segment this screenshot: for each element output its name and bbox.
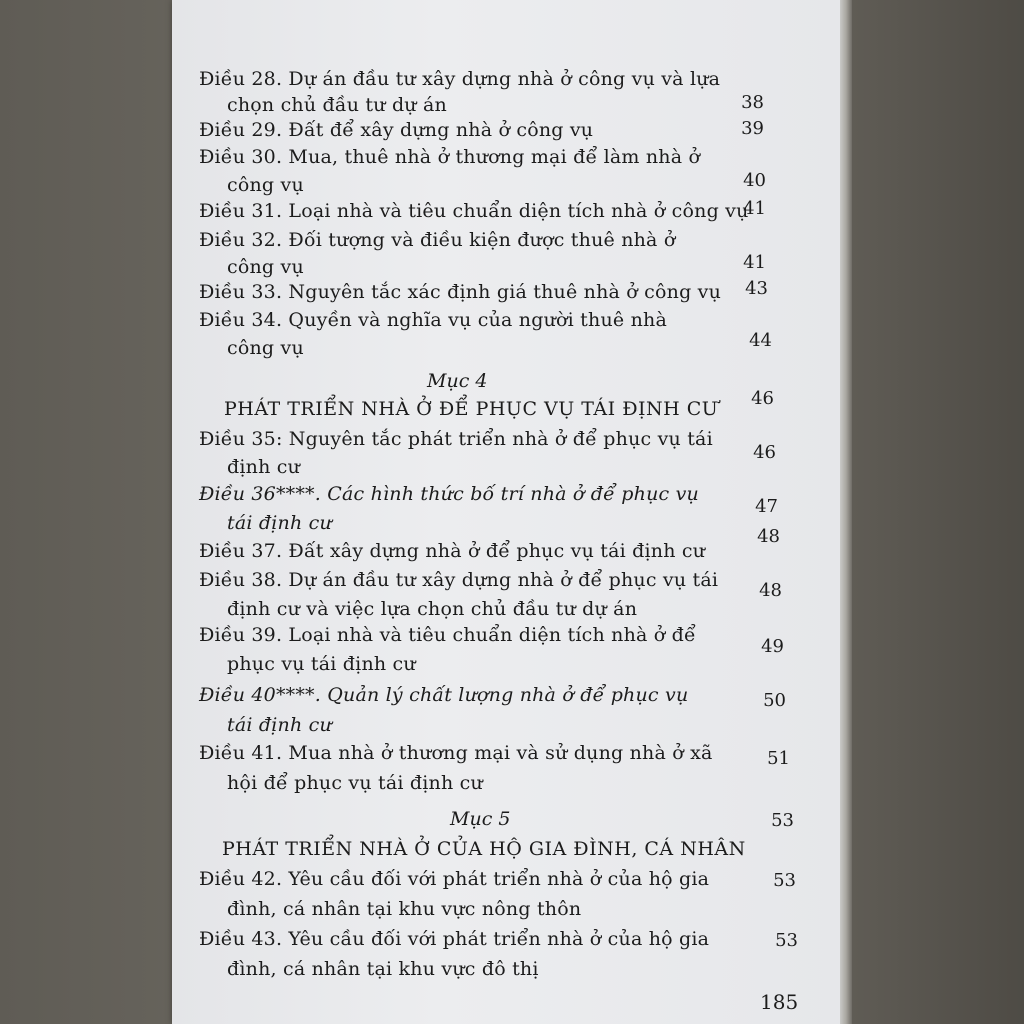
toc-entry-29-line1: Điều 29. Đất để xây dựng nhà ở công vụ — [199, 119, 594, 141]
section-4-title: PHÁT TRIỂN NHÀ Ở ĐỂ PHỤC VỤ TÁI ĐỊNH CƯ — [224, 398, 719, 420]
toc-entry-39-page: 49 — [761, 636, 784, 657]
toc-entry-35-line2: định cư — [227, 456, 301, 478]
toc-entry-38-line2: định cư và việc lựa chọn chủ đầu tư dự án — [227, 598, 638, 620]
section-5-title: PHÁT TRIỂN NHÀ Ở CỦA HỘ GIA ĐÌNH, CÁ NHÂN — [222, 838, 746, 860]
toc-entry-36-page: 47 — [755, 496, 778, 517]
toc-entry-34-line2: công vụ — [227, 337, 304, 359]
toc-entry-38-line1: Điều 38. Dự án đầu tư xây dựng nhà ở để phục vụ tái — [199, 569, 719, 591]
toc-entry-32-page: 41 — [743, 252, 766, 273]
toc-entry-43-line1: Điều 43. Yêu cầu đối với phát triển nhà ở của hộ gia — [199, 928, 710, 950]
toc-entry-41-page: 51 — [767, 748, 790, 769]
toc-entry-34-page: 44 — [749, 330, 772, 351]
section-4-label: Mục 4 — [427, 370, 488, 392]
toc-entry-42-line1: Điều 42. Yêu cầu đối với phát triển nhà ở của hộ gia — [199, 868, 710, 890]
toc-entry-32-line2: công vụ — [227, 256, 304, 278]
page-stack-edge — [840, 0, 852, 1024]
toc-entry-39-line2: phục vụ tái định cư — [227, 653, 416, 675]
toc-entry-33-line1: Điều 33. Nguyên tắc xác định giá thuê nhà ở công vụ — [199, 281, 722, 303]
toc-entry-40-line2: tái định cư — [227, 714, 332, 736]
toc-entry-28-line1: Điều 28. Dự án đầu tư xây dựng nhà ở công vụ và lựa — [199, 68, 721, 90]
toc-entry-34-line1: Điều 34. Quyền và nghĩa vụ của người thuê nhà — [199, 309, 667, 331]
toc-entry-28-line2: chọn chủ đầu tư dự án — [227, 94, 447, 116]
toc-entry-40-line1: Điều 40****. Quản lý chất lượng nhà ở để phục vụ — [199, 684, 689, 706]
toc-entry-30-page: 40 — [743, 170, 766, 191]
toc-entry-36-line2: tái định cư — [227, 512, 332, 534]
toc-entry-35-page: 46 — [753, 442, 776, 463]
toc-entry-41-line2: hội để phục vụ tái định cư — [227, 772, 483, 794]
toc-entry-30-line1: Điều 30. Mua, thuê nhà ở thương mại để làm nhà ở — [199, 146, 701, 168]
toc-entry-43-line2: đình, cá nhân tại khu vực đô thị — [227, 958, 539, 980]
toc-entry-30-line2: công vụ — [227, 174, 304, 196]
toc-entry-42-page: 53 — [773, 870, 796, 891]
toc-entry-36-line1: Điều 36****. Các hình thức bố trí nhà ở để phục vụ — [199, 483, 699, 505]
toc-entry-29-page: 39 — [741, 118, 764, 139]
toc-entry-41-line1: Điều 41. Mua nhà ở thương mại và sử dụng nhà ở xã — [199, 742, 713, 764]
section-5-label: Mục 5 — [450, 808, 511, 830]
toc-entry-42-line2: đình, cá nhân tại khu vực nông thôn — [227, 898, 582, 920]
toc-entry-31-page: 41 — [743, 198, 766, 219]
toc-entry-37-page: 48 — [757, 526, 780, 547]
toc-entry-43-page: 53 — [775, 930, 798, 951]
toc-entry-35-line1: Điều 35: Nguyên tắc phát triển nhà ở để phục vụ tái — [199, 428, 713, 450]
section-5-page: 53 — [771, 810, 794, 831]
toc-entry-39-line1: Điều 39. Loại nhà và tiêu chuẩn diện tích nhà ở để — [199, 624, 696, 646]
section-4-page: 46 — [751, 388, 774, 409]
toc-entry-38-page: 48 — [759, 580, 782, 601]
toc-entry-32-line1: Điều 32. Đối tượng và điều kiện được thuê nhà ở — [199, 229, 676, 251]
toc-entry-40-page: 50 — [763, 690, 786, 711]
toc-entry-37-line1: Điều 37. Đất xây dựng nhà ở để phục vụ tái định cư — [199, 540, 706, 562]
toc-entry-31-line1: Điều 31. Loại nhà và tiêu chuẩn diện tích nhà ở công vụ — [199, 200, 749, 222]
toc-entry-28-page: 38 — [741, 92, 764, 113]
page-number: 185 — [760, 990, 799, 1014]
toc-entry-33-page: 43 — [745, 278, 768, 299]
